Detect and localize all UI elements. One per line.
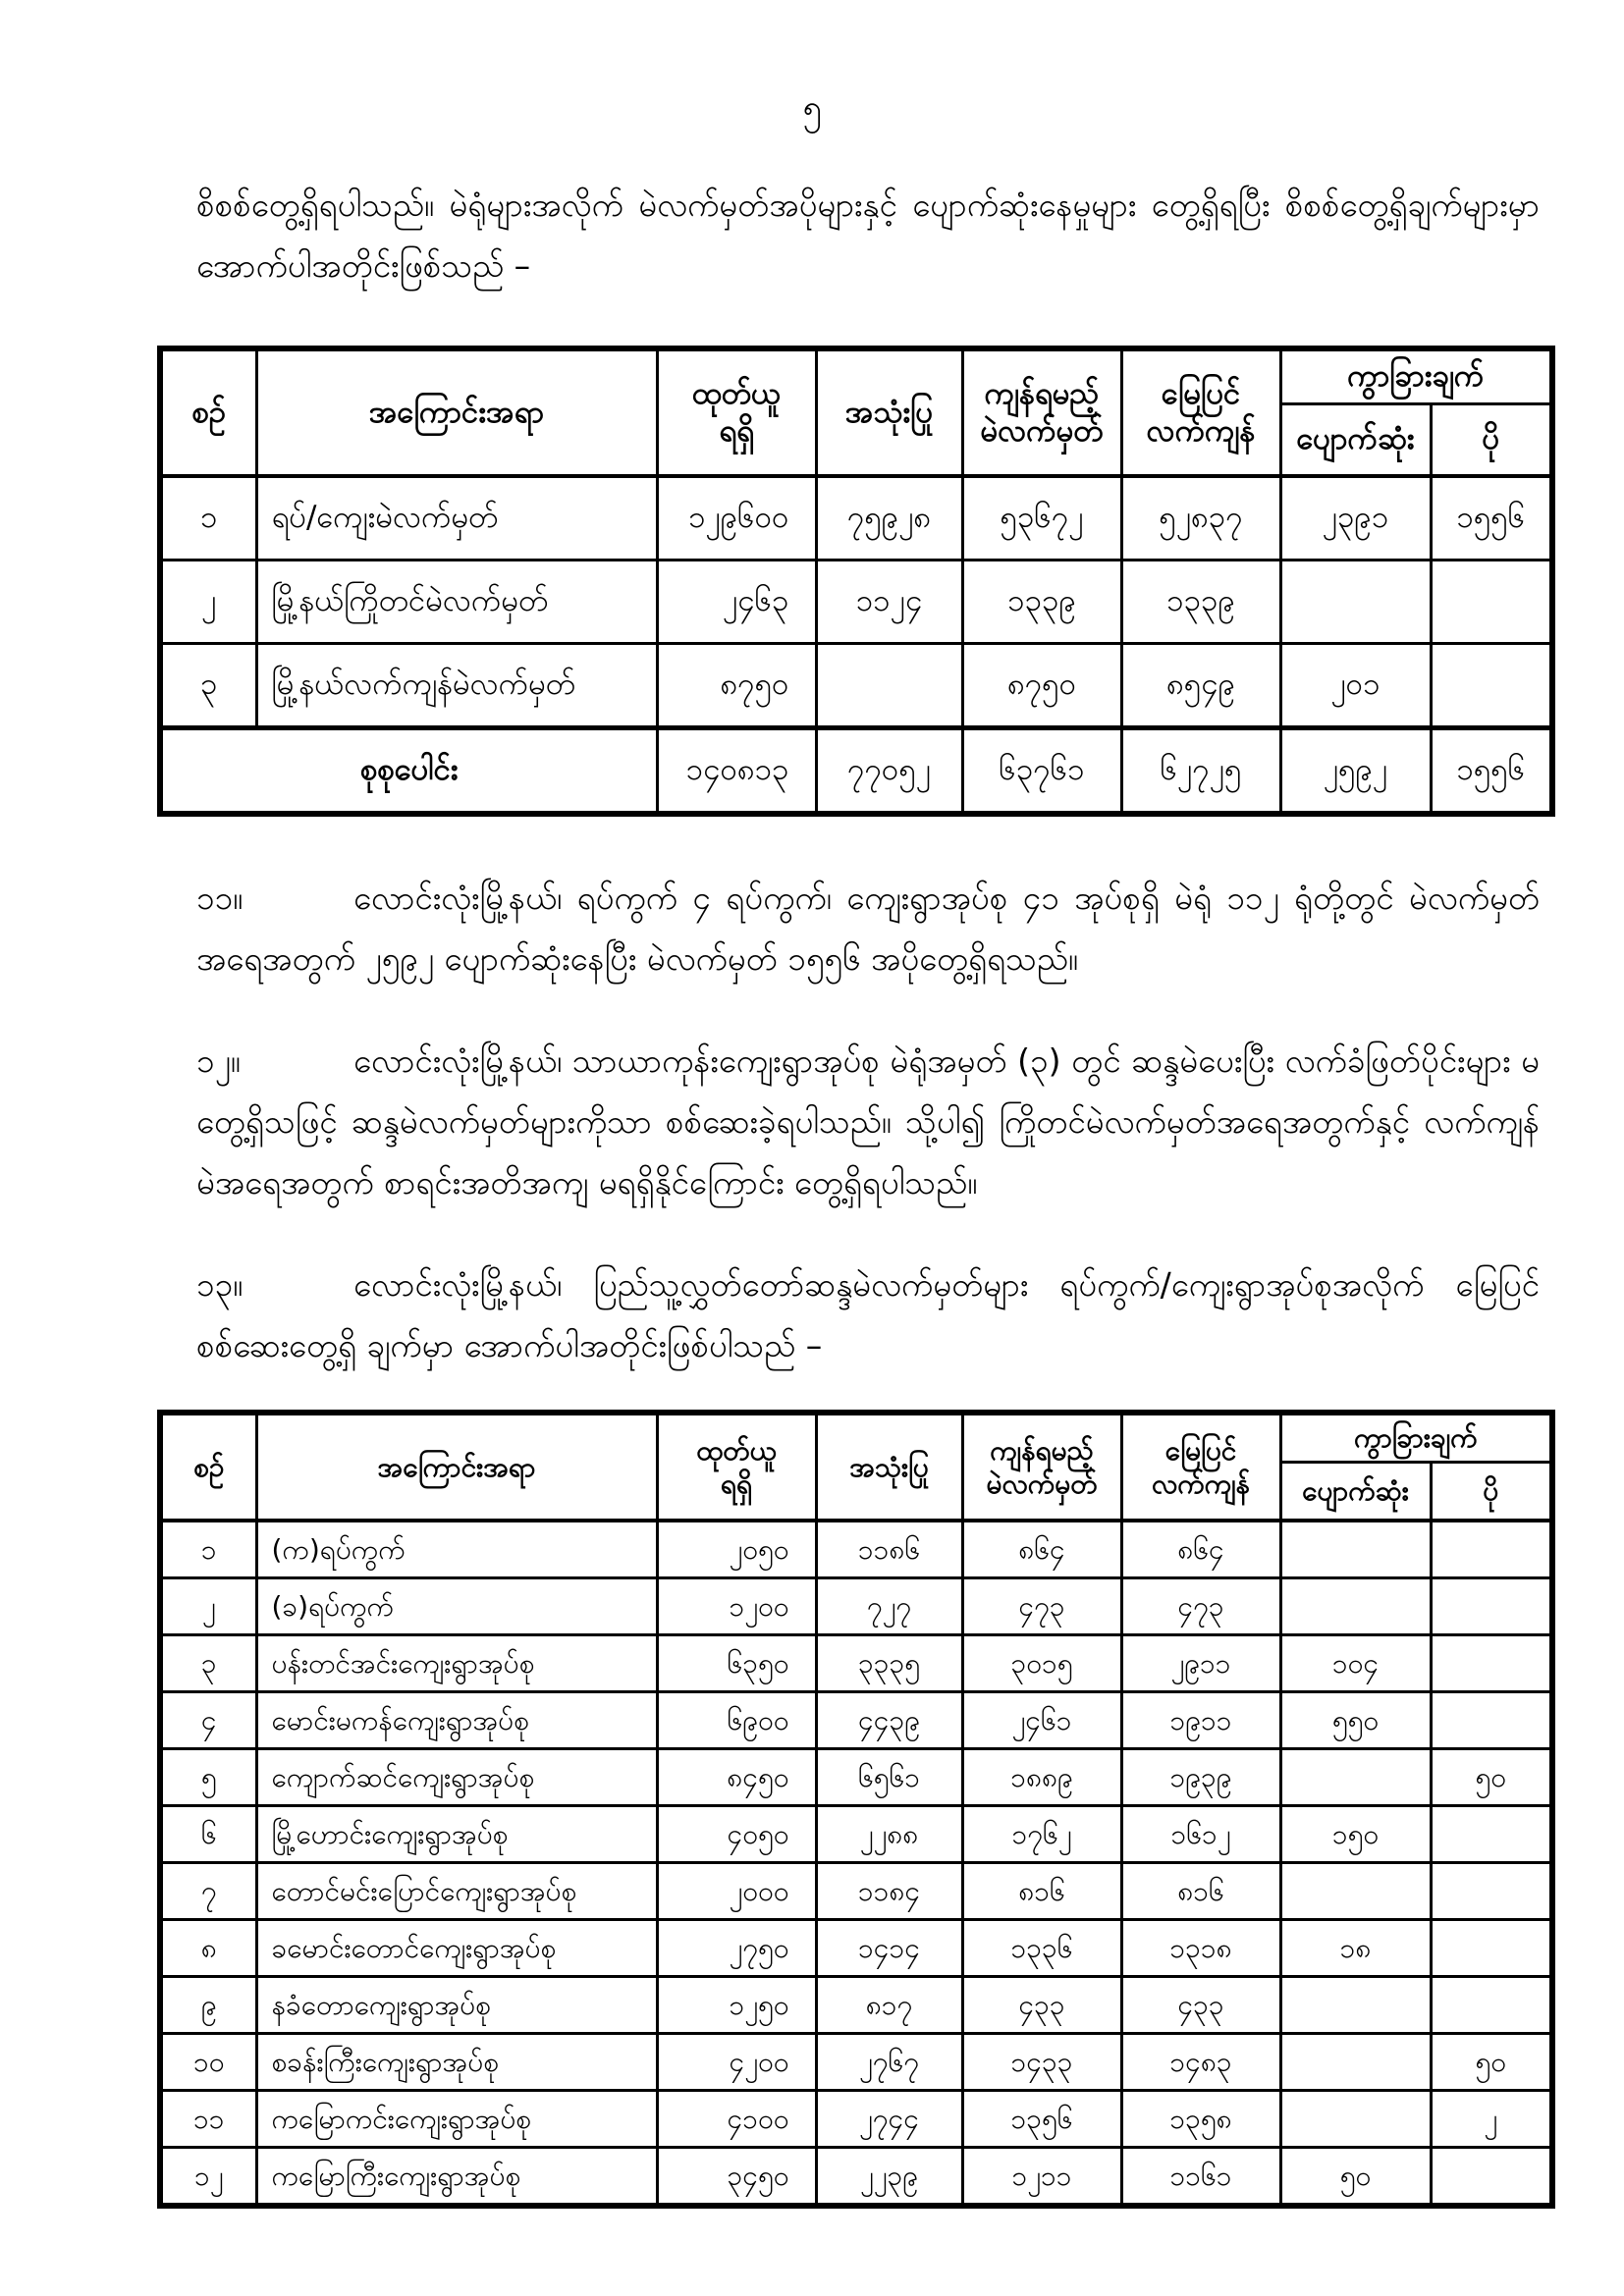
cell-no: ၉ (160, 1977, 256, 2034)
cell-ground: ၁၃၃၉ (1121, 561, 1280, 644)
cell-subject: စခန်းကြီးကျေးရွာအုပ်စု (256, 2034, 657, 2091)
cell-subject: (ခ)ရပ်ကွက် (256, 1578, 657, 1635)
header-issued-line1: ထုတ်ယူ (696, 1433, 777, 1467)
cell-issued: ၄၀၅၀ (657, 1806, 816, 1863)
cell-used: ၂၂၈၈ (816, 1806, 962, 1863)
cell-remaining: ၃၀၁၅ (962, 1635, 1121, 1692)
cell-used: ၂၇၄၄ (816, 2091, 962, 2148)
cell-remaining: ၂၄၆၁ (962, 1692, 1121, 1749)
header-remaining-line2: မဲလက်မှတ် (980, 412, 1104, 449)
header-missing: ပျောက်ဆုံး (1280, 404, 1431, 477)
cell-no: ၁၀ (160, 2034, 256, 2091)
cell-ground: ၂၉၁၁ (1121, 1635, 1280, 1692)
cell-used: ၁၁၈၆ (816, 1521, 962, 1578)
cell-extra (1431, 561, 1552, 644)
table-row (160, 1749, 1552, 1806)
cell-no: ၇ (160, 1863, 256, 1920)
page-number: ၅ (802, 88, 822, 128)
table-row (160, 561, 1552, 644)
cell-ground: ၁၆၁၂ (1121, 1806, 1280, 1863)
cell-missing: ၅၀ (1280, 2148, 1431, 2207)
table-row (160, 644, 1552, 728)
cell-ground: ၁၁၆၁ (1121, 2148, 1280, 2207)
header-used: အသုံးပြု (816, 348, 962, 476)
ward-village-ballot-table (157, 1410, 1555, 2209)
cell-missing (1280, 1749, 1431, 1806)
cell-subject: ခမောင်းတောင်ကျေးရွာအုပ်စု (256, 1920, 657, 1977)
cell-remaining: ၈၆၄ (962, 1521, 1121, 1578)
cell-remaining: ၄၃၃ (962, 1977, 1121, 2034)
cell-used: ၇၂၇ (816, 1578, 962, 1635)
cell-missing (1280, 1578, 1431, 1635)
cell-used: ၄၄၃၉ (816, 1692, 962, 1749)
cell-issued: ၃၄၅၀ (657, 2148, 816, 2207)
header-difference: ကွာခြားချက် (1280, 348, 1552, 404)
header-issued-line2: ရရှိ (719, 412, 754, 449)
cell-extra (1431, 1806, 1552, 1863)
paragraph-13 (196, 1255, 1540, 1376)
cell-used: ၈၁၇ (816, 1977, 962, 2034)
cell-missing (1280, 561, 1431, 644)
cell-remaining: ၁၃၅၆ (962, 2091, 1121, 2148)
cell-missing: ၂၀၁ (1280, 644, 1431, 728)
cell-remaining: ၈၁၆ (962, 1863, 1121, 1920)
header-ground-line2: လက်ကျန် (1146, 412, 1256, 449)
cell-issued: ၈၄၅၀ (657, 1749, 816, 1806)
cell-ground: ၈၁၆ (1121, 1863, 1280, 1920)
cell-no: ၈ (160, 1920, 256, 1977)
cell-total-label: စုစုပေါင်း (160, 728, 657, 815)
cell-total-issued: ၁၄၀၈၁၃ (657, 728, 816, 815)
cell-subject: ရပ်/ကျေးမဲလက်မှတ် (256, 476, 657, 561)
header-extra: ပို (1431, 1463, 1552, 1522)
header-ground-line2: လက်ကျန် (1152, 1467, 1250, 1500)
table-row (160, 2034, 1552, 2091)
cell-subject: (က)ရပ်ကွက် (256, 1521, 657, 1578)
cell-issued: ၆၃၅၀ (657, 1635, 816, 1692)
table-row (160, 1521, 1552, 1578)
cell-used: ၇၅၉၂၈ (816, 476, 962, 561)
header-ground-line1: မြေပြင် (1161, 376, 1241, 412)
cell-subject: မောင်းမကန်ကျေးရွာအုပ်စု (256, 1692, 657, 1749)
cell-missing (1280, 1521, 1431, 1578)
cell-no: ၃ (160, 1635, 256, 1692)
cell-ground: ၁၉၁၁ (1121, 1692, 1280, 1749)
cell-used (816, 644, 962, 728)
table-row (160, 2091, 1552, 2148)
header-ground-line1: မြေပြင် (1164, 1433, 1237, 1467)
cell-extra (1431, 1635, 1552, 1692)
cell-no: ၂ (160, 1578, 256, 1635)
table-body (160, 476, 1552, 814)
cell-missing: ၂၃၉၁ (1280, 476, 1431, 561)
header-remaining-line1: ကျန်ရမည့် (990, 1433, 1094, 1467)
cell-missing (1280, 2091, 1431, 2148)
cell-no: ၄ (160, 1692, 256, 1749)
cell-remaining: ၁၃၃၆ (962, 1920, 1121, 1977)
table-row (160, 1977, 1552, 2034)
cell-issued: ၂၇၅၀ (657, 1920, 816, 1977)
header-no: စဉ် (160, 1413, 256, 1521)
table-body (160, 1521, 1552, 2206)
cell-no: ၁ (160, 476, 256, 561)
cell-remaining: ၁၂၁၁ (962, 2148, 1121, 2207)
cell-extra (1431, 1977, 1552, 2034)
table-row (160, 1806, 1552, 1863)
cell-used: ၂၂၃၉ (816, 2148, 962, 2207)
cell-missing: ၁၅၀ (1280, 1806, 1431, 1863)
cell-used: ၆၅၆၁ (816, 1749, 962, 1806)
cell-ground: ၁၃၅၈ (1121, 2091, 1280, 2148)
paragraph-12-text: လောင်းလုံးမြို့နယ်၊ သာယာကုန်းကျေးရွာအုပ်စု မဲရုံအမှတ် (၃) တွင် ဆန္ဒမဲပေးပြီး လက်ခံဖြတ်ပိုင်းများ မတွေ့ရှိသဖြင့် ဆန္ဒမဲလက်မှတ်များကိုသာ စစ်ဆေးခဲ့ရပါသည်။ သို့ပါ၍ ကြိုတင်မဲလက်မှတ်အရေအတွက်နှင့် လက်ကျန်မဲအရေအတွက် စာရင်းအတိအကျ မရရှိနိုင်ကြောင်း တွေ့ရှိရပါသည်။ (196, 1041, 1540, 1201)
paragraph-11-number: ၁၁။ (196, 879, 244, 917)
cell-ground: ၈၆၄ (1121, 1521, 1280, 1578)
cell-issued: ၄၁၀၀ (657, 2091, 816, 2148)
cell-issued: ၂၀၀၀ (657, 1863, 816, 1920)
cell-missing (1280, 1977, 1431, 2034)
cell-used: ၂၇၆၇ (816, 2034, 962, 2091)
cell-total-extra: ၁၅၅၆ (1431, 728, 1552, 815)
cell-issued: ၁၂၀၀ (657, 1578, 816, 1635)
paragraph-12-number: ၁၂။ (196, 1041, 241, 1080)
header-ground (1121, 348, 1280, 476)
header-extra: ပို (1431, 404, 1552, 477)
cell-extra (1431, 1863, 1552, 1920)
cell-issued: ၈၇၅၀ (657, 644, 816, 728)
cell-remaining: ၁၇၆၂ (962, 1806, 1121, 1863)
header-subject: အကြောင်းအရာ (256, 1413, 657, 1521)
table-header-row (160, 348, 1552, 404)
cell-ground: ၁၃၁၈ (1121, 1920, 1280, 1977)
cell-issued: ၆၉၀၀ (657, 1692, 816, 1749)
table-header (160, 1413, 1552, 1521)
table-row (160, 2148, 1552, 2207)
cell-remaining: ၁၃၃၉ (962, 561, 1121, 644)
cell-missing (1280, 1863, 1431, 1920)
cell-ground: ၁၉၃၉ (1121, 1749, 1280, 1806)
cell-subject: မြို့နယ်လက်ကျန်မဲလက်မှတ် (256, 644, 657, 728)
header-missing: ပျောက်ဆုံး (1280, 1463, 1431, 1522)
cell-missing: ၅၅၀ (1280, 1692, 1431, 1749)
cell-remaining: ၄၇၃ (962, 1578, 1121, 1635)
cell-extra: ၅၀ (1431, 2034, 1552, 2091)
cell-no: ၁၂ (160, 2148, 256, 2207)
header-remaining (962, 348, 1121, 476)
cell-extra (1431, 1521, 1552, 1578)
table-header-row (160, 1413, 1552, 1463)
cell-subject: ကျောက်ဆင်ကျေးရွာအုပ်စု (256, 1749, 657, 1806)
cell-issued: ၁၂၅၀ (657, 1977, 816, 2034)
header-difference: ကွာခြားချက် (1280, 1413, 1552, 1463)
cell-used: ၁၁၂၄ (816, 561, 962, 644)
header-used: အသုံးပြု (816, 1413, 962, 1521)
table-row (160, 476, 1552, 561)
table-row (160, 1692, 1552, 1749)
paragraph-13-text: လောင်းလုံးမြို့နယ်၊ ပြည်သူ့လွှတ်တော်ဆန္ဒမဲလက်မှတ်များ ရပ်ကွက်/ကျေးရွာအုပ်စုအလိုက် မြေပြင်စစ်ဆေးတွေ့ရှိ ချက်မှာ အောက်ပါအတိုင်းဖြစ်ပါသည် – (196, 1265, 1540, 1364)
cell-missing: ၁၀၄ (1280, 1635, 1431, 1692)
header-issued-line1: ထုတ်ယူ (691, 376, 782, 412)
cell-no: ၁ (160, 1521, 256, 1578)
cell-subject: ကမြောကြီးကျေးရွာအုပ်စု (256, 2148, 657, 2207)
header-issued-line2: ရရှိ (720, 1467, 753, 1500)
cell-issued: ၂၀၅၀ (657, 1521, 816, 1578)
cell-subject: မြို့ဟောင်းကျေးရွာအုပ်စု (256, 1806, 657, 1863)
header-ground (1121, 1413, 1280, 1521)
header-issued (657, 348, 816, 476)
cell-no: ၁၁ (160, 2091, 256, 2148)
intro-paragraph: စိစစ်တွေ့ရှိရပါသည်။ မဲရုံများအလိုက် မဲလက်မှတ်အပိုများနှင့် ပျောက်ဆုံးနေမှုများ တွေ့ရှိရပြီး စိစစ်တွေ့ရှိချက်များမှာ အောက်ပါအတိုင်းဖြစ်သည် – (196, 186, 1540, 285)
cell-issued: ၂၄၆၃ (657, 561, 816, 644)
cell-subject: မြို့နယ်ကြိုတင်မဲလက်မှတ် (256, 561, 657, 644)
ballot-summary-table (157, 346, 1555, 817)
cell-used: ၁၄၁၄ (816, 1920, 962, 1977)
cell-ground: ၄၇၃ (1121, 1578, 1280, 1635)
cell-issued: ၁၂၉၆၀၀ (657, 476, 816, 561)
table-row (160, 1863, 1552, 1920)
table-row (160, 1920, 1552, 1977)
cell-extra: ၅၀ (1431, 1749, 1552, 1806)
header-remaining-line1: ကျန်ရမည့် (984, 376, 1100, 412)
cell-extra (1431, 2148, 1552, 2207)
cell-remaining: ၈၇၅၀ (962, 644, 1121, 728)
cell-remaining: ၁၄၃၃ (962, 2034, 1121, 2091)
cell-used: ၃၃၃၅ (816, 1635, 962, 1692)
paragraph-11-text: လောင်းလုံးမြို့နယ်၊ ရပ်ကွက် ၄ ရပ်ကွက်၊ ကျေးရွာအုပ်စု ၄၁ အုပ်စုရှိ မဲရုံ ၁၁၂ ရုံတို့တွင် မဲလက်မှတ်အရေအတွက် ၂၅၉၂ ပျောက်ဆုံးနေပြီး မဲလက်မှတ် ၁၅၅၆ အပိုတွေ့ရှိရသည်။ (196, 879, 1540, 978)
paragraph-13-number: ၁၃။ (196, 1265, 244, 1304)
cell-no: ၃ (160, 644, 256, 728)
paragraph-11 (196, 868, 1540, 989)
cell-no: ၅ (160, 1749, 256, 1806)
cell-ground: ၈၅၄၉ (1121, 644, 1280, 728)
cell-extra (1431, 1578, 1552, 1635)
cell-used: ၁၁၈၄ (816, 1863, 962, 1920)
header-no: စဉ် (160, 348, 256, 476)
cell-remaining: ၅၃၆၇၂ (962, 476, 1121, 561)
cell-subject: ပန်းတင်အင်းကျေးရွာအုပ်စု (256, 1635, 657, 1692)
cell-subject: တောင်မင်းပြောင်ကျေးရွာအုပ်စု (256, 1863, 657, 1920)
header-subject: အကြောင်းအရာ (256, 348, 657, 476)
cell-remaining: ၁၈၈၉ (962, 1749, 1121, 1806)
cell-total-remaining: ၆၃၇၆၁ (962, 728, 1121, 815)
table-total-row (160, 728, 1552, 815)
cell-missing (1280, 2034, 1431, 2091)
cell-ground: ၄၃၃ (1121, 1977, 1280, 2034)
cell-extra: ၂ (1431, 2091, 1552, 2148)
header-issued (657, 1413, 816, 1521)
cell-ground: ၁၄၈၃ (1121, 2034, 1280, 2091)
cell-no: ၆ (160, 1806, 256, 1863)
cell-extra: ၁၅၅၆ (1431, 476, 1552, 561)
cell-extra (1431, 1920, 1552, 1977)
cell-total-ground: ၆၂၇၂၅ (1121, 728, 1280, 815)
header-remaining (962, 1413, 1121, 1521)
cell-subject: ကမြောကင်းကျေးရွာအုပ်စု (256, 2091, 657, 2148)
cell-total-used: ၇၇၀၅၂ (816, 728, 962, 815)
cell-extra (1431, 644, 1552, 728)
cell-ground: ၅၂၈၃၇ (1121, 476, 1280, 561)
cell-missing: ၁၈ (1280, 1920, 1431, 1977)
header-remaining-line2: မဲလက်မှတ် (986, 1467, 1098, 1500)
table-row (160, 1578, 1552, 1635)
table-row (160, 1635, 1552, 1692)
cell-subject: နခံတောကျေးရွာအုပ်စု (256, 1977, 657, 2034)
cell-total-missing: ၂၅၉၂ (1280, 728, 1431, 815)
cell-extra (1431, 1692, 1552, 1749)
cell-no: ၂ (160, 561, 256, 644)
paragraph-12 (196, 1031, 1540, 1213)
table-header (160, 348, 1552, 476)
cell-issued: ၄၂၀၀ (657, 2034, 816, 2091)
